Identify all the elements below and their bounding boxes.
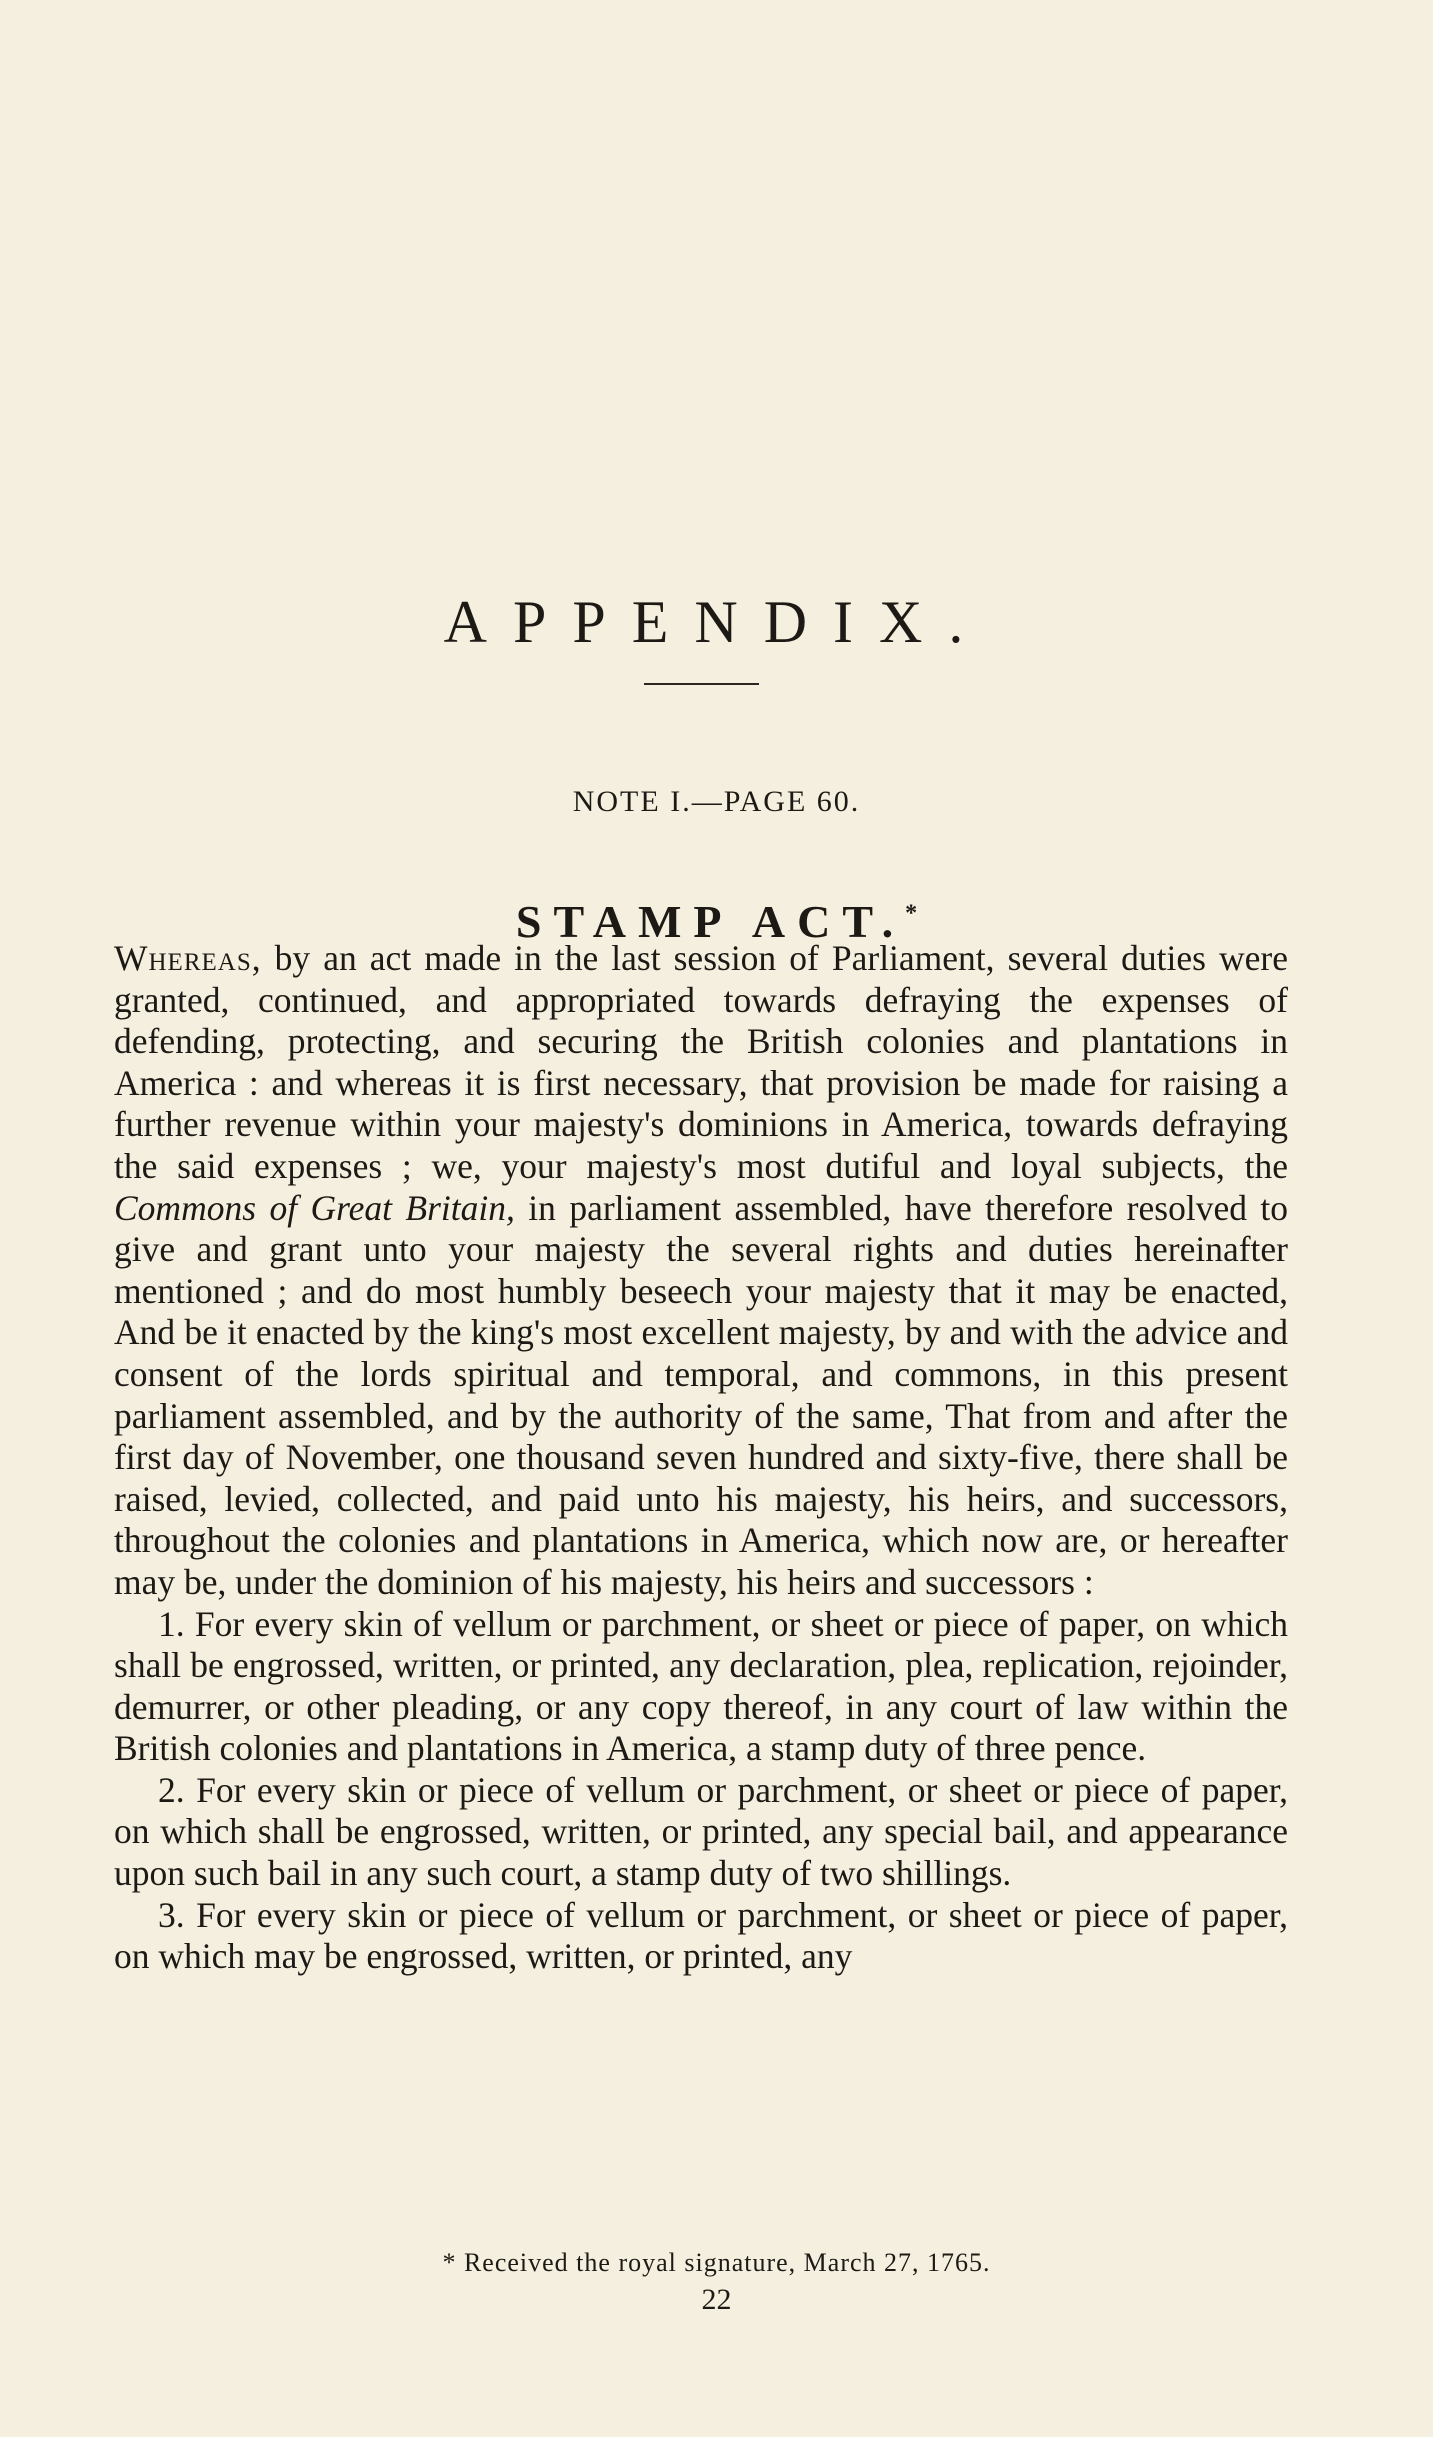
- clause-3: 3. For every skin or piece of vellum or parchment, or sheet or piece of paper, on which may be engrossed, written, or printed, any: [114, 1894, 1288, 1977]
- page-number: 22: [701, 2283, 732, 2316]
- clause-1: 1. For every skin of vellum or parchment, or sheet or piece of paper, on which shall be engrossed, written, or printed, any declaration, plea, replication, rejoinder, demurrer, or other pleading, or any copy thereof, in any court of law within the British colonies and plantations in America, a stamp duty of three pence.: [114, 1603, 1288, 1769]
- intro-italic-phrase: Commons of Great Britain,: [114, 1187, 515, 1228]
- body-text: [114, 938, 1288, 1978]
- intro-paragraph: [114, 938, 1288, 1604]
- appendix-title: APPENDIX.: [443, 589, 990, 656]
- section-title-text: STAMP ACT.: [515, 896, 906, 948]
- footnote-marker: *: [905, 900, 918, 927]
- intro-text-2: in parliament assembled, have therefore resolved to give and grant unto your majesty the several rights and duties hereinafter mentioned ; and do most humbly beseech your majesty that it may be enacted, And be it enacted by the king's most excellent majesty, by and with the advice and consent of the lords spiritual and temporal, and commons, in this present parliament assembled, and by the authority of the same, That from and after the first day of November, one thousand seven hundred and sixty-five, there shall be raised, levied, collected, and paid unto his majesty, his heirs, and successors, throughout the colonies and plantations in America, which now are, or hereafter may be, under the dominion of his majesty, his heirs and successors :: [114, 1187, 1288, 1602]
- note-heading: NOTE I.—PAGE 60.: [572, 785, 861, 818]
- clause-2: 2. For every skin or piece of vellum or parchment, or sheet or piece of paper, on which shall be engrossed, written, or printed, any special bail, and appearance upon such bail in any such court, a stamp duty of two shillings.: [114, 1769, 1288, 1894]
- intro-lead-word: Whereas,: [114, 938, 262, 978]
- intro-text-1: by an act made in the last session of Parliament, several duties were granted, continued, and appropriated towards defraying the expenses of defending, protecting, and securing the British colonies and plantations in America : and whereas it is first necessary, that provision be made for raising a further revenue within your majesty's dominions in America, towards defraying the said expenses ; we, your majesty's most dutiful and loyal subjects, the: [114, 938, 1288, 1186]
- title-rule: [644, 683, 759, 685]
- footnote: * Received the royal signature, March 27, 1765.: [442, 2248, 991, 2277]
